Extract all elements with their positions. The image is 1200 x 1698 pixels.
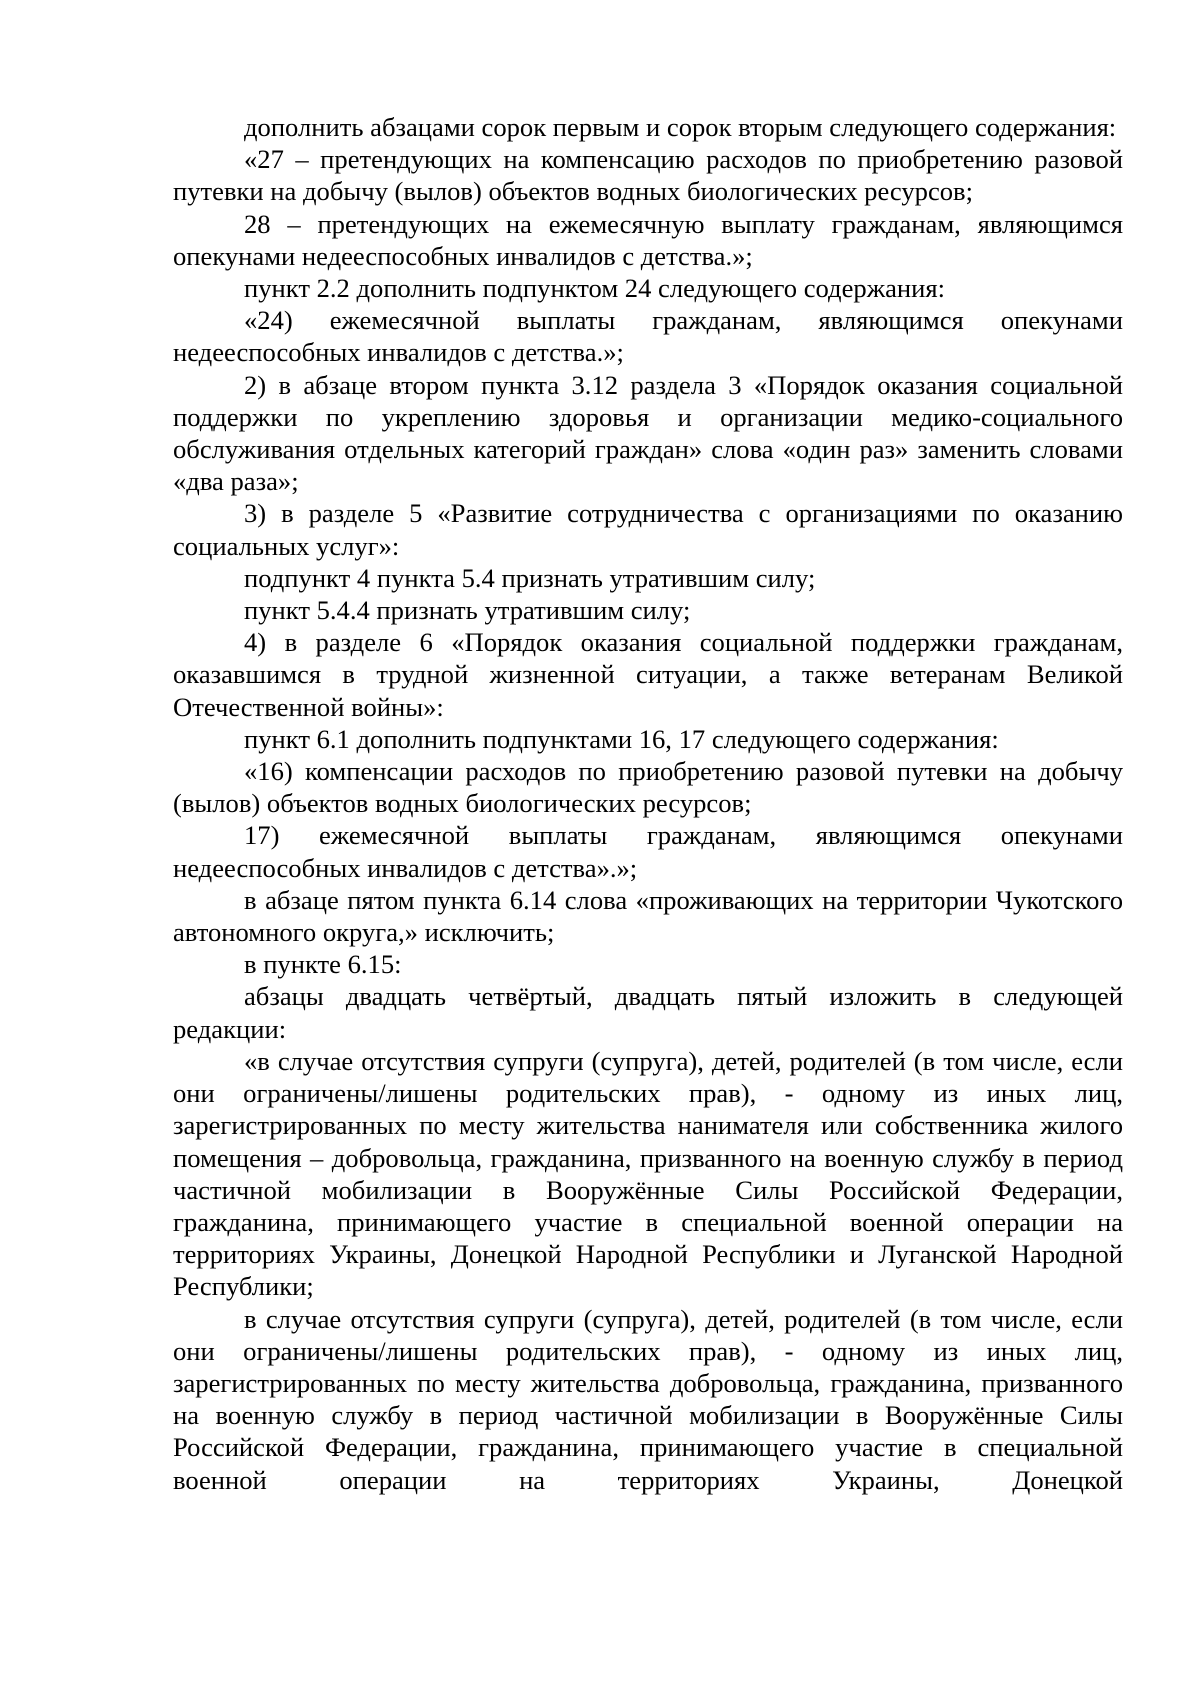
paragraph: 3) в разделе 5 «Развитие сотрудничества с организациями по оказанию социальных услуг»: bbox=[173, 498, 1123, 561]
paragraph: пункт 2.2 дополнить подпунктом 24 следующего содержания: bbox=[244, 273, 945, 304]
paragraph: 17) ежемесячной выплаты гражданам, являющимся опекунами недееспособных инвалидов с детства».»; bbox=[173, 820, 1123, 883]
paragraph: в случае отсутствия супруги (супруга), детей, родителей (в том числе, если они ограничены/лишены родительских прав), - одному из иных лиц, зарегистрированных по месту жительства добровольца, гражданина, призванного на военную службу в период частичной мобилизации в Вооружённые Силы Российской Федерации, гражданина, принимающего участие в специальной военной операции на территориях Украины, Донецкой bbox=[173, 1303, 1123, 1495]
paragraph: 28 – претендующих на ежемесячную выплату гражданам, являющимся опекунами недееспособных инвалидов с детства.»; bbox=[173, 208, 1123, 271]
paragraph: дополнить абзацами сорок первым и сорок вторым следующего содержания: bbox=[244, 112, 1117, 142]
paragraph: «24) ежемесячной выплаты гражданам, являющимся опекунами недееспособных инвалидов с детства.»; bbox=[173, 305, 1123, 368]
document-page bbox=[173, 111, 1123, 1496]
paragraph: «27 – претендующих на компенсацию расходов по приобретению разовой путевки на добычу (вылов) объектов водных биологических ресурсов; bbox=[173, 144, 1123, 207]
paragraph: пункт 5.4.4 признать утратившим силу; bbox=[244, 595, 691, 626]
paragraph: «16) компенсации расходов по приобретению разовой путевки на добычу (вылов) объектов водных биологических ресурсов; bbox=[173, 756, 1123, 819]
paragraph: 4) в разделе 6 «Порядок оказания социальной поддержки гражданам, оказавшимся в трудной жизненной ситуации, а также ветеранам Великой Отечественной войны»: bbox=[173, 627, 1123, 722]
paragraph: в пункте 6.15: bbox=[244, 949, 402, 980]
paragraph: «в случае отсутствия супруги (супруга), детей, родителей (в том числе, если они ограничены/лишены родительских прав), - одному из иных лиц, зарегистрированных по месту жительства нанимателя или собственника жилого помещения – добровольца, гражданина, призванного на военную службу в период частичной мобилизации в Вооружённые Силы Российской Федерации, гражданина, принимающего участие в специальной военной операции на территориях Украины, Донецкой Народной Республики и Луганской Народной Республики; bbox=[173, 1045, 1123, 1302]
paragraph: в абзаце пятом пункта 6.14 слова «проживающих на территории Чукотского автономного округа,» исключить; bbox=[173, 884, 1123, 948]
paragraph: подпункт 4 пункта 5.4 признать утратившим силу; bbox=[244, 562, 816, 593]
paragraph: абзацы двадцать четвёртый, двадцать пятый изложить в следующей редакции: bbox=[173, 981, 1123, 1044]
paragraph: 2) в абзаце втором пункта 3.12 раздела 3 «Порядок оказания социальной поддержки по укреплению здоровья и организации медико-социального обслуживания отдельных категорий граждан» слова «один раз» заменить словами «два раза»; bbox=[173, 369, 1123, 497]
paragraph: пункт 6.1 дополнить подпунктами 16, 17 следующего содержания: bbox=[244, 723, 999, 754]
